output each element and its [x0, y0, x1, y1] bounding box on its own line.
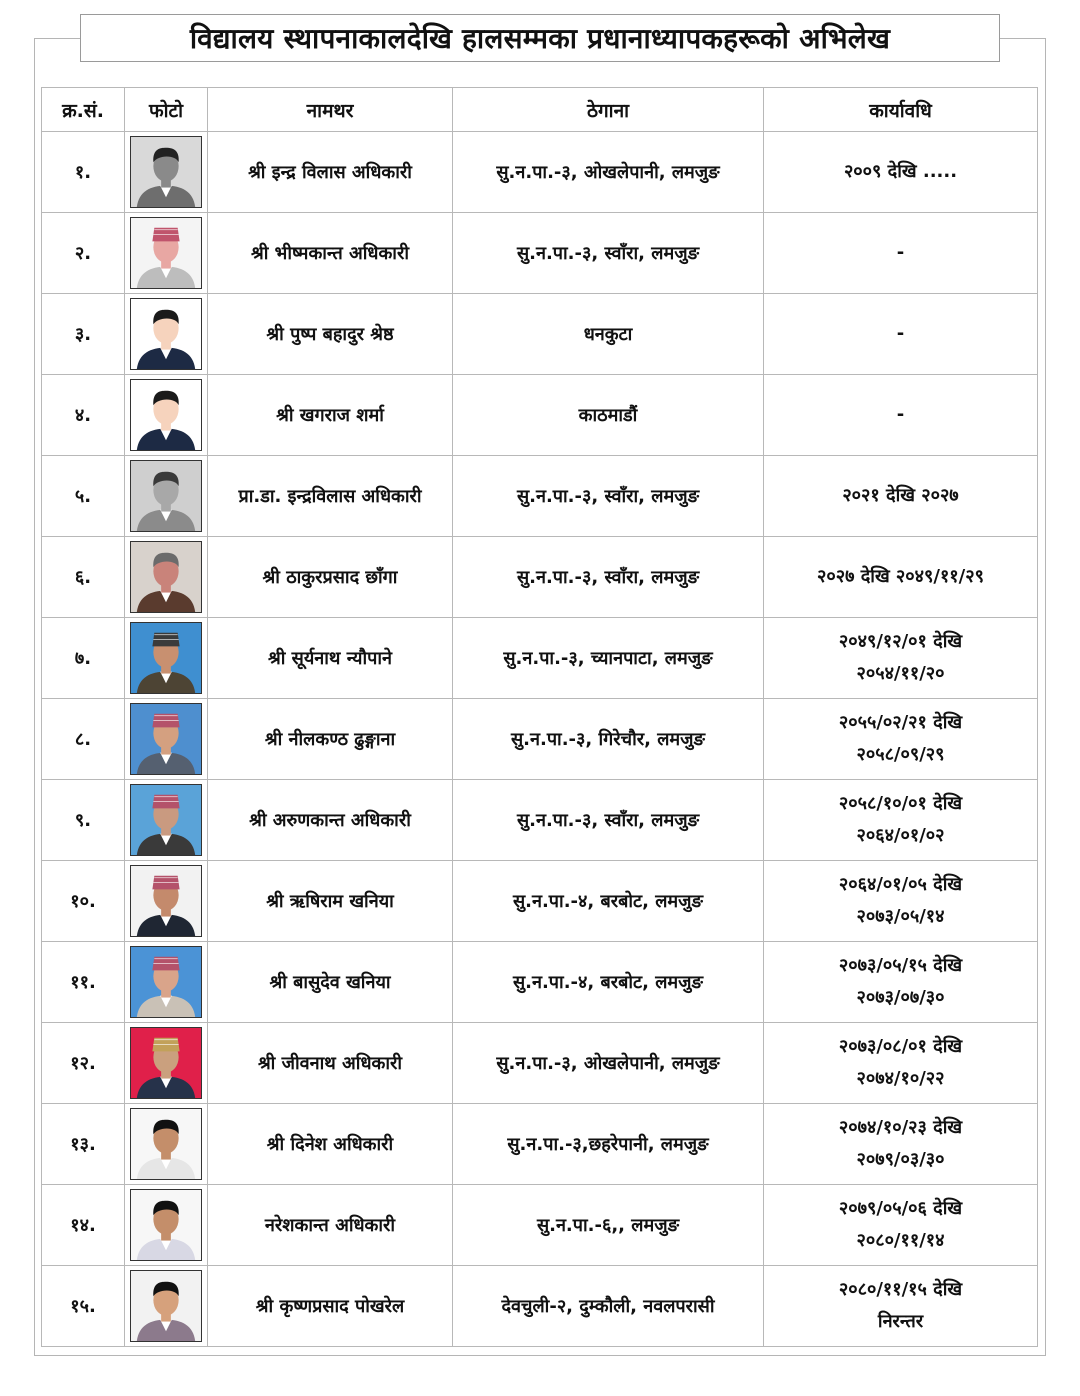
table-row: [42, 942, 1038, 1023]
row-name: श्री अरुणकान्त अधिकारी: [208, 780, 453, 861]
row-sn: ४.: [42, 375, 125, 456]
portrait-photo: [130, 622, 202, 694]
portrait-photo: [130, 1270, 202, 1342]
person-portrait-icon: [131, 542, 201, 612]
person-portrait-icon: [131, 461, 201, 531]
row-photo-cell: [125, 375, 208, 456]
person-portrait-icon: [131, 623, 201, 693]
row-term: [764, 780, 1038, 861]
term-from: २०४९/१२/०१ देखि: [838, 631, 963, 652]
person-portrait-icon: [131, 1109, 201, 1179]
row-photo-cell: [125, 1104, 208, 1185]
row-address: सु.न.पा.-३, स्वाँरा, लमजुङ: [453, 456, 764, 537]
portrait-photo: [130, 541, 202, 613]
table-row: [42, 294, 1038, 375]
row-name: श्री जीवनाथ अधिकारी: [208, 1023, 453, 1104]
term-from: २०२७ देखि २०४९/११/२९: [817, 566, 984, 587]
term-to: २०५८/०९/२९: [856, 744, 945, 765]
table-header-row: [42, 88, 1038, 132]
term-from: २०५५/०२/२१ देखि: [838, 712, 963, 733]
row-photo-cell: [125, 537, 208, 618]
table-row: [42, 780, 1038, 861]
term-from: २०६४/०१/०५ देखि: [838, 874, 963, 895]
row-sn: १०.: [42, 861, 125, 942]
row-term: [764, 1023, 1038, 1104]
term-from: २००९ देखि .....: [843, 161, 958, 182]
row-sn: १५.: [42, 1266, 125, 1347]
row-photo-cell: [125, 132, 208, 213]
person-portrait-icon: [131, 866, 201, 936]
header-name: नामथर: [208, 88, 453, 132]
person-portrait-icon: [131, 299, 201, 369]
term-to: निरन्तर: [877, 1311, 924, 1332]
portrait-photo: [130, 379, 202, 451]
row-name: श्री दिनेश अधिकारी: [208, 1104, 453, 1185]
portrait-photo: [130, 298, 202, 370]
row-photo-cell: [125, 1185, 208, 1266]
table-row: [42, 1104, 1038, 1185]
table-row: [42, 1023, 1038, 1104]
row-term: [764, 456, 1038, 537]
row-sn: ११.: [42, 942, 125, 1023]
table-row: [42, 132, 1038, 213]
portrait-photo: [130, 784, 202, 856]
term-to: २०७४/१०/२२: [856, 1068, 945, 1089]
row-photo-cell: [125, 1023, 208, 1104]
row-sn: १४.: [42, 1185, 125, 1266]
row-term: [764, 942, 1038, 1023]
row-name: प्रा.डा. इन्द्रविलास अधिकारी: [208, 456, 453, 537]
row-sn: ८.: [42, 699, 125, 780]
row-term: [764, 1185, 1038, 1266]
row-address: सु.न.पा.-३, ओखलेपानी, लमजुङ: [453, 132, 764, 213]
row-photo-cell: [125, 699, 208, 780]
term-from: २०७९/०५/०६ देखि: [838, 1198, 963, 1219]
row-address: सु.न.पा.-३,छहरेपानी, लमजुङ: [453, 1104, 764, 1185]
term-to: २०८०/११/१४: [856, 1230, 945, 1251]
row-sn: १२.: [42, 1023, 125, 1104]
row-term: [764, 861, 1038, 942]
person-portrait-icon: [131, 947, 201, 1017]
table-row: [42, 1266, 1038, 1347]
term-to: २०७९/०३/३०: [856, 1149, 945, 1170]
row-term: [764, 699, 1038, 780]
term-from: -: [896, 242, 905, 263]
term-from: २०७३/०५/१५ देखि: [838, 955, 963, 976]
person-portrait-icon: [131, 1190, 201, 1260]
row-sn: ९.: [42, 780, 125, 861]
portrait-photo: [130, 865, 202, 937]
row-name: श्री नीलकण्ठ ढुङ्गाना: [208, 699, 453, 780]
table-row: [42, 861, 1038, 942]
header-photo: फोटो: [125, 88, 208, 132]
table-row: [42, 456, 1038, 537]
table-row: [42, 618, 1038, 699]
row-sn: १.: [42, 132, 125, 213]
row-photo-cell: [125, 861, 208, 942]
table-row: [42, 375, 1038, 456]
person-portrait-icon: [131, 1028, 201, 1098]
term-to: २०७३/०५/१४: [856, 906, 945, 927]
header-term: कार्यावधि: [764, 88, 1038, 132]
row-name: श्री ठाकुरप्रसाद छाँगा: [208, 537, 453, 618]
row-address: सु.न.पा.-३, स्वाँरा, लमजुङ: [453, 213, 764, 294]
person-portrait-icon: [131, 785, 201, 855]
table-row: [42, 1185, 1038, 1266]
row-sn: ५.: [42, 456, 125, 537]
table-row: [42, 699, 1038, 780]
row-address: सु.न.पा.-३, स्वाँरा, लमजुङ: [453, 780, 764, 861]
term-from: २०७४/१०/२३ देखि: [838, 1117, 963, 1138]
row-term: [764, 537, 1038, 618]
term-from: -: [896, 404, 905, 425]
row-name: श्री बासुदेव खनिया: [208, 942, 453, 1023]
term-from: २०५८/१०/०१ देखि: [838, 793, 963, 814]
row-sn: ७.: [42, 618, 125, 699]
row-term: [764, 1266, 1038, 1347]
row-term: [764, 213, 1038, 294]
headmaster-records-table: [41, 87, 1038, 1347]
row-address: काठमाडौं: [453, 375, 764, 456]
term-to: २०५४/११/२०: [856, 663, 945, 684]
row-photo-cell: [125, 618, 208, 699]
row-sn: २.: [42, 213, 125, 294]
header-sn: क्र.सं.: [42, 88, 125, 132]
row-sn: ३.: [42, 294, 125, 375]
row-name: श्री इन्द्र विलास अधिकारी: [208, 132, 453, 213]
portrait-photo: [130, 217, 202, 289]
term-from: -: [896, 323, 905, 344]
row-address: सु.न.पा.-४, बरबोट, लमजुङ: [453, 861, 764, 942]
row-photo-cell: [125, 942, 208, 1023]
row-term: [764, 132, 1038, 213]
person-portrait-icon: [131, 1271, 201, 1341]
row-address: धनकुटा: [453, 294, 764, 375]
term-from: २०२१ देखि २०२७: [842, 485, 959, 506]
row-photo-cell: [125, 1266, 208, 1347]
person-portrait-icon: [131, 218, 201, 288]
person-portrait-icon: [131, 137, 201, 207]
term-from: २०७३/०८/०१ देखि: [838, 1036, 963, 1057]
portrait-photo: [130, 460, 202, 532]
row-photo-cell: [125, 213, 208, 294]
row-name: नरेशकान्त अधिकारी: [208, 1185, 453, 1266]
row-term: [764, 375, 1038, 456]
row-name: श्री ऋषिराम खनिया: [208, 861, 453, 942]
row-name: श्री सूर्यनाथ न्यौपाने: [208, 618, 453, 699]
row-photo-cell: [125, 456, 208, 537]
row-address: सु.न.पा.-३, गिरेचौर, लमजुङ: [453, 699, 764, 780]
page-title: विद्यालय स्थापनाकालदेखि हालसम्मका प्रधानाध्यापकहरूको अभिलेख: [189, 22, 891, 55]
row-photo-cell: [125, 294, 208, 375]
row-address: सु.न.पा.-३, च्यानपाटा, लमजुङ: [453, 618, 764, 699]
row-name: श्री भीष्मकान्त अधिकारी: [208, 213, 453, 294]
term-from: २०८०/११/१५ देखि: [838, 1279, 963, 1300]
portrait-photo: [130, 703, 202, 775]
row-address: सु.न.पा.-३, स्वाँरा, लमजुङ: [453, 537, 764, 618]
row-name: श्री पुष्प बहादुर श्रेष्ठ: [208, 294, 453, 375]
table-row: [42, 213, 1038, 294]
person-portrait-icon: [131, 380, 201, 450]
row-term: [764, 618, 1038, 699]
portrait-photo: [130, 1189, 202, 1261]
row-address: सु.न.पा.-३, ओखलेपानी, लमजुङ: [453, 1023, 764, 1104]
row-name: श्री कृष्णप्रसाद पोखरेल: [208, 1266, 453, 1347]
row-address: सु.न.पा.-६,, लमजुङ: [453, 1185, 764, 1266]
portrait-photo: [130, 1027, 202, 1099]
term-to: २०६४/०१/०२: [856, 825, 945, 846]
table-row: [42, 537, 1038, 618]
portrait-photo: [130, 1108, 202, 1180]
portrait-photo: [130, 946, 202, 1018]
header-address: ठेगाना: [453, 88, 764, 132]
row-name: श्री खगराज शर्मा: [208, 375, 453, 456]
row-sn: १३.: [42, 1104, 125, 1185]
row-term: [764, 1104, 1038, 1185]
row-term: [764, 294, 1038, 375]
row-photo-cell: [125, 780, 208, 861]
row-sn: ६.: [42, 537, 125, 618]
row-address: सु.न.पा.-४, बरबोट, लमजुङ: [453, 942, 764, 1023]
row-address: देवचुली-२, दुम्कौली, नवलपरासी: [453, 1266, 764, 1347]
term-to: २०७३/०७/३०: [856, 987, 945, 1008]
portrait-photo: [130, 136, 202, 208]
title-box: [80, 14, 1000, 62]
person-portrait-icon: [131, 704, 201, 774]
